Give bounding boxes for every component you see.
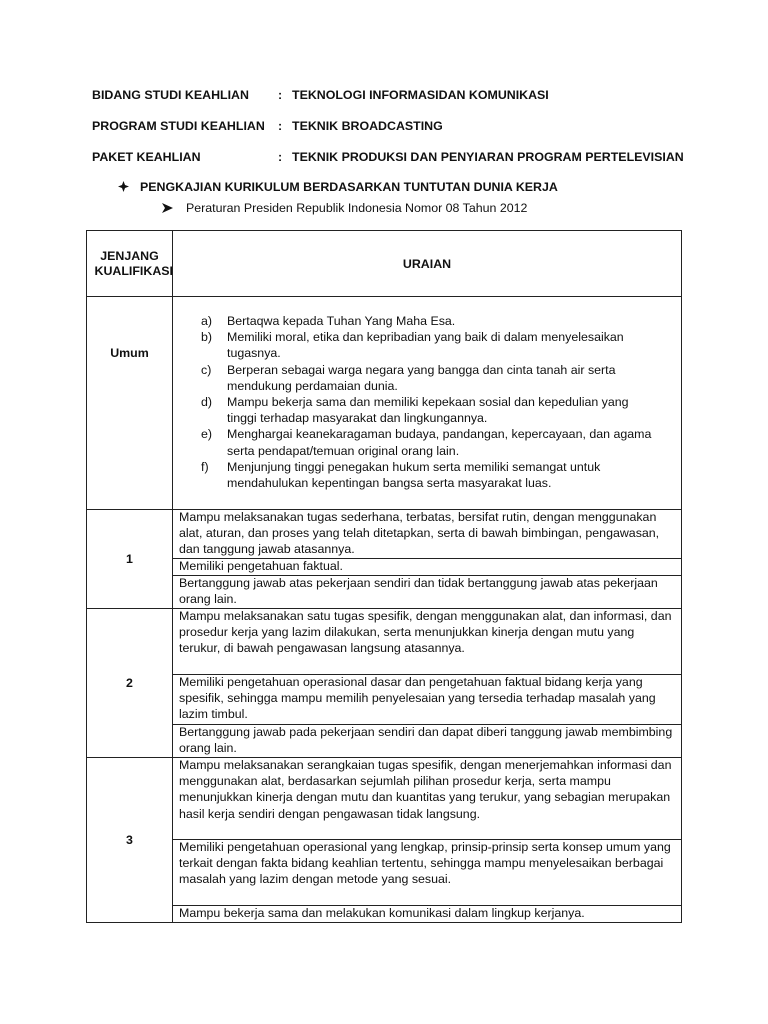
- list-item: [201, 362, 661, 394]
- col-header-uraian-text: URAIAN: [402, 256, 452, 271]
- list-item: [201, 459, 661, 491]
- level-3-text-3: Mampu bekerja sama dan melakukan komunikasi dalam lingkup kerjanya.: [179, 906, 585, 920]
- level-3-label-cell: [86, 757, 173, 923]
- bidang-separator: :: [278, 88, 283, 102]
- level-1-text-3: Bertanggung jawab atas pekerjaan sendiri dan tidak bertanggung jawab atas pekerjaan orang lain.: [179, 576, 658, 607]
- col-header-jenjang: [86, 230, 173, 297]
- level-3-label: 3: [126, 833, 133, 847]
- list-item: [201, 329, 661, 361]
- bidang-label: BIDANG STUDI KEAHLIAN: [92, 88, 249, 102]
- list-item: [201, 394, 661, 426]
- level-2-text-2: Memiliki pengetahuan operasional dasar dan pengetahuan faktual bidang kerja yang spesifik, sehingga mampu memilih penyelesaian yang tersedia terhadap masalah yang lazim timbul.: [179, 675, 656, 722]
- list-item-text: Memiliki moral, etika dan kepribadian yang baik di dalam menyelesaikan tugasnya.: [227, 330, 624, 361]
- list-item-text: Menjunjung tinggi penegakan hukum serta memiliki semangat untuk mendahulukan kepentingan bangsa serta masyarakat luas.: [227, 459, 601, 491]
- diamond-bullet-icon: [118, 180, 140, 194]
- list-item-text: Mampu bekerja sama dan memiliki kepekaan sosial dan kepedulian yang tinggi terhadap masyarakat dan lingkungannya.: [227, 395, 629, 426]
- list-item-letter: a): [201, 314, 213, 328]
- program-label: PROGRAM STUDI KEAHLIAN: [92, 119, 265, 133]
- program-value: TEKNIK BROADCASTING: [292, 119, 443, 133]
- level-1-label-cell: [86, 509, 173, 609]
- level-2-text-3: Bertanggung jawab pada pekerjaan sendiri dan dapat diberi tanggung jawab membimbing orang lain.: [179, 725, 673, 756]
- list-item-letter: d): [201, 395, 213, 410]
- level-2-label-cell: [86, 608, 173, 758]
- arrow-bullet-icon: [162, 201, 186, 215]
- umum-label-cell: [86, 296, 173, 510]
- section-title-row: [118, 180, 558, 194]
- paket-value: TEKNIK PRODUKSI DAN PENYIARAN PROGRAM PERTELEVISIAN: [292, 150, 684, 164]
- program-separator: :: [278, 119, 283, 133]
- level-3-text-2: Memiliki pengetahuan operasional yang lengkap, prinsip-prinsip serta konsep umum yang terkait dengan fakta bidang keahlian tertentu, sehingga mampu menyelesaikan berbagai masalah yang lazim dengan metode yang sesuai.: [179, 840, 671, 887]
- level-1-text-1: Mampu melaksanakan tugas sederhana, terbatas, bersifat rutin, dengan menggunakan alat, aturan, dan proses yang telah ditetapkan, serta di bawah bimbingan, pengawasan, dan tanggung jawab atasannya.: [179, 510, 660, 557]
- list-item: [201, 313, 661, 329]
- umum-list: [201, 313, 661, 491]
- paket-separator: :: [278, 150, 283, 164]
- bidang-value: TEKNOLOGI INFORMASIDAN KOMUNIKASI: [292, 88, 549, 102]
- col-header-uraian: [172, 230, 682, 297]
- col-header-jenjang-text: JENJANG KUALIFIKASI: [94, 248, 173, 278]
- level-1-text-2: Memiliki pengetahuan faktual.: [179, 559, 343, 573]
- list-item-text: Berperan sebagai warga negara yang bangga dan cinta tanah air serta mendukung perdamaian dunia.: [227, 362, 616, 393]
- list-item: [201, 426, 661, 458]
- list-item-text: Menghargai keanekaragaman budaya, pandangan, kepercayaan, dan agama serta pendapat/temuan original orang lain.: [227, 427, 652, 458]
- umum-label: Umum: [110, 346, 149, 360]
- list-item-letter: b): [201, 330, 213, 345]
- level-3-text-1: Mampu melaksanakan serangkaian tugas spesifik, dengan menerjemahkan informasi dan menggunakan alat, berdasarkan sejumlah pilihan prosedur kerja, serta mampu menunjukkan kinerja dengan mutu dan kuantitas yang terukur, yang sebagian merupakan hasil kerja sendiri dengan pengawasan tidak langsung.: [179, 758, 672, 821]
- list-item-text: Bertaqwa kepada Tuhan Yang Maha Esa.: [227, 314, 456, 328]
- list-item-letter: f): [201, 459, 209, 474]
- paket-label: PAKET KEAHLIAN: [92, 150, 201, 164]
- list-item-letter: e): [201, 427, 213, 442]
- section-subtitle: Peraturan Presiden Republik Indonesia Nomor 08 Tahun 2012: [186, 201, 528, 215]
- level-2-label: 2: [126, 676, 133, 690]
- list-item-letter: c): [201, 362, 212, 377]
- section-subtitle-row: [162, 201, 527, 215]
- level-1-label: 1: [126, 552, 133, 566]
- level-2-text-1: Mampu melaksanakan satu tugas spesifik, dengan menggunakan alat, dan informasi, dan prosedur kerja yang lazim dilakukan, serta menunjukkan kinerja dengan mutu yang terukur, di bawah pengawasan langsung atasannya.: [179, 609, 672, 656]
- section-title: PENGKAJIAN KURIKULUM BERDASARKAN TUNTUTAN DUNIA KERJA: [140, 180, 558, 194]
